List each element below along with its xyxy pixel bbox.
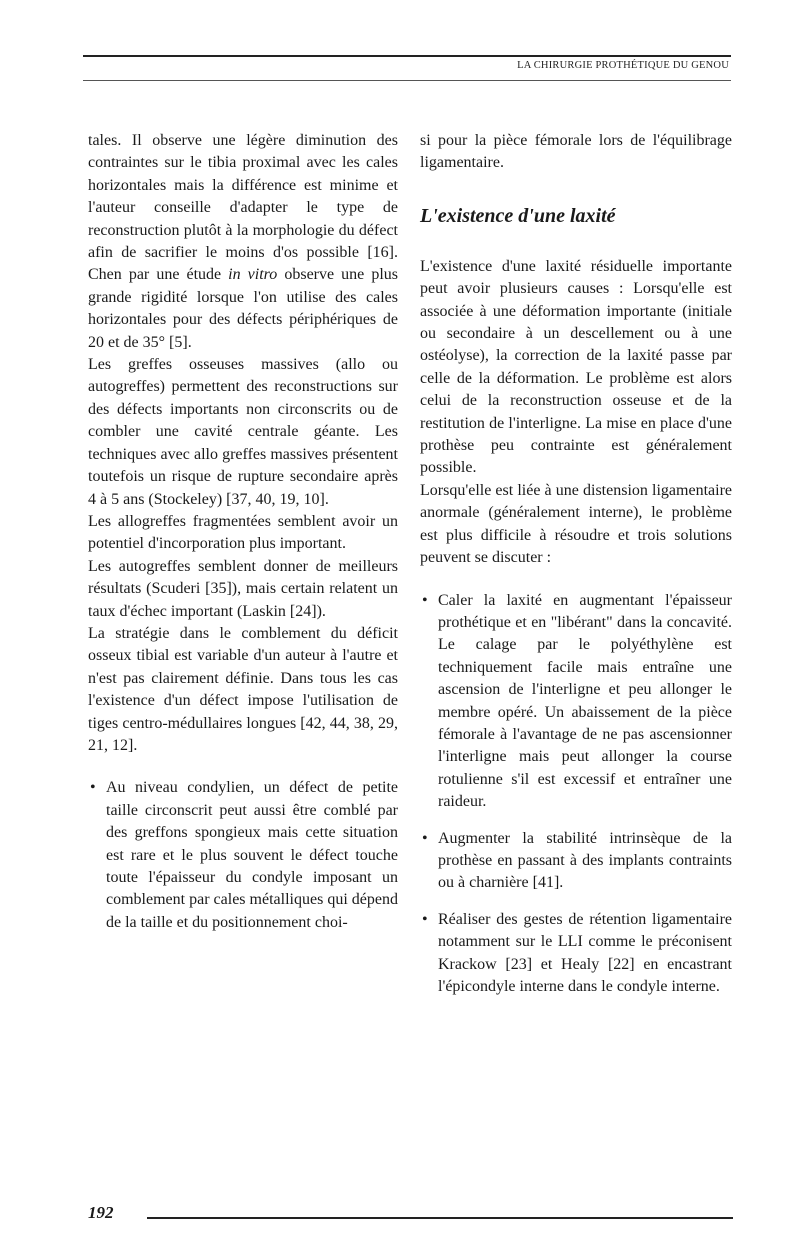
paragraph: si pour la pièce fémorale lors de l'équilibrage ligamentaire. xyxy=(420,132,732,172)
paragraph: Les allogreffes fragmentées semblent avoir un potentiel d'incorporation plus important. xyxy=(88,512,398,553)
paragraph-text: observe une plus grande rigidité lorsque l'on utilise des cales horizontales pour des défects périphériques de 20 et de 35° [5]. xyxy=(88,266,398,351)
right-column xyxy=(420,130,732,998)
bullet-item xyxy=(420,909,732,999)
italic-term: in vitro xyxy=(228,266,278,284)
footer-rule xyxy=(147,1217,733,1219)
paragraph xyxy=(88,130,398,354)
running-title: LA CHIRURGIE PROTHÉTIQUE DU GENOU xyxy=(517,60,729,71)
bullet-text: Augmenter la stabilité intrinsèque de la prothèse en passant à des implants contraints ou à charnière [41]. xyxy=(438,829,732,892)
bullet-item xyxy=(420,590,732,814)
paragraph-text: tales. Il observe une légère diminution des contraintes sur le tibia proximal avec les cales horizontales mais la différence est minime et l'auteur conseille d'adapter le type de reconstruction plutôt à la morphologie du défect afin de sacrifier le moins d'os possible [16]. Chen par une étude xyxy=(88,132,398,284)
bullet-glyph: • xyxy=(422,910,428,928)
bullet-text: Au niveau condylien, un défect de petite taille circonscrit peut aussi être comblé par des greffons spongieux mais cette situation est rare et le plus souvent le défect touche toute l'épaisseur du condyle imposant un comblement par cales métalliques qui dépend de la taille et du positionnement choi- xyxy=(106,779,398,931)
bullet-glyph: • xyxy=(90,779,96,797)
header-rule-bottom xyxy=(83,80,731,81)
section-subheading: L'existence d'une laxité xyxy=(420,204,616,227)
header-rule-top xyxy=(83,55,731,57)
page-number: 192 xyxy=(88,1203,114,1222)
bullet-item xyxy=(88,777,398,934)
left-column xyxy=(88,130,398,934)
bullet-item xyxy=(420,828,732,895)
paragraph: L'existence d'une laxité résiduelle importante peut avoir plusieurs causes : Lorsqu'elle est associée à une déformation importante (initiale ou secondaire à un descellement ou à une ostéolyse), la correction de la laxité passe par celle de la déformation. Le problème est alors celui de la reconstruction osseuse et de la restitution de l'interligne. La mise en place d'une prothèse peu contrainte est généralement possible. xyxy=(420,257,732,477)
paragraph: La stratégie dans le comblement du déficit osseux tibial est variable d'un auteur à l'autre et n'est pas clairement définie. Dans tous les cas l'existence d'un défect impose l'utilisation de tiges centro-médullaires longues [42, 44, 38, 29, 21, 12]. xyxy=(88,624,398,754)
bullet-glyph: • xyxy=(422,591,428,609)
bullet-text: Réaliser des gestes de rétention ligamentaire notamment sur le LLI comme le préconisent Krackow [23] et Healy [22] en encastrant l'épicondyle interne dans le condyle interne. xyxy=(438,910,732,995)
bullet-text: Caler la laxité en augmentant l'épaisseur prothétique et en "libérant" dans la concavité. Le calage par le polyéthylène est techniquement facile mais entraîne une ascension de l'interligne et peu allonger le membre opéré. Un abaissement de la pièce fémorale à l'avantage de ne pas ascensionner l'interligne mais peut allonger la course rotulienne s'il est excessif et entraîner une raideur. xyxy=(438,591,732,811)
bullet-glyph: • xyxy=(422,829,428,847)
paragraph: Les autogreffes semblent donner de meilleurs résultats (Scuderi [35]), mais certain relatent un taux d'échec important (Laskin [24]). xyxy=(88,557,398,620)
spacer xyxy=(420,570,732,590)
spacer xyxy=(88,757,398,777)
paragraph: Les greffes osseuses massives (allo ou autogreffes) permettent des reconstructions sur des défects importants non circonscrits ou de combler une cavité centrale géante. Les techniques avec allo greffes massives présentent toutefois un risque de rupture secondaire après 4 à 5 ans (Stockeley) [37, 40, 19, 10]. xyxy=(88,356,398,508)
paragraph: Lorsqu'elle est liée à une distension ligamentaire anormale (généralement interne), le problème est plus difficile à résoudre et trois solutions peuvent se discuter : xyxy=(420,481,732,567)
